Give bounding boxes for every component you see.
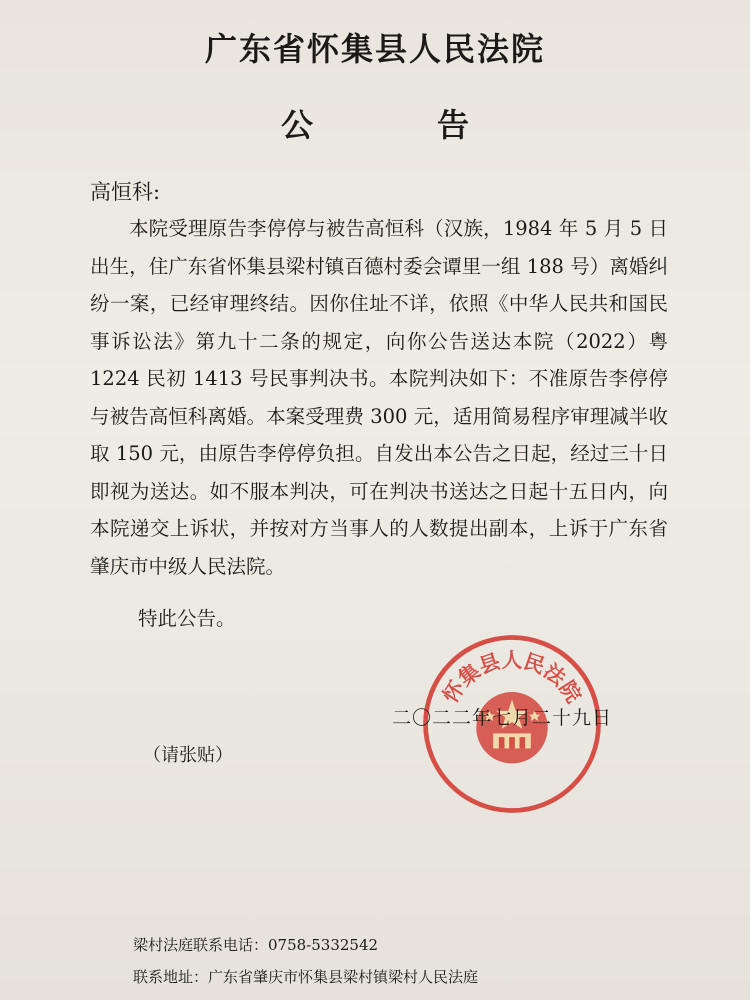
footer-phone: 梁村法庭联系电话：0758-5332542 (133, 936, 379, 954)
notice-body-paragraph: 本院受理原告李停停与被告高恒科（汉族，1984 年 5 月 5 日出生，住广东省怀集县梁村镇百德村委会谭里一组 188 号）离婚纠纷一案，已经审理终结。因你住址不详，依照《中华人民共和国民事诉讼法》第九十二条的规定，向你公告送达本院（2022）粤 1224 民初 1413 号民事判决书。本院判决如下：不准原告李停停与被告高恒科离婚。本案受理费 300 元，适用简易程序审理减半收取 150 元，由原告李停停负担。自发出本公告之日起，经过三十日即视为送达。如不服本判决，可在判决书送达之日起十五日内，向本院递交上诉状，并按对方当事人的人数提出副本，上诉于广东省肇庆市中级人民法院。 (90, 217, 668, 578)
court-name: 广东省怀集县人民法院 (204, 30, 545, 68)
notice-date: 二〇二二年七月二十九日 (392, 707, 613, 729)
seal-text-path: 怀集县人民法院 (438, 648, 586, 708)
posting-note: （请张贴） (143, 745, 233, 766)
addressee: 高恒科: (90, 180, 161, 204)
notice-body (90, 210, 668, 585)
document-type-heading: 公 告 (280, 106, 515, 144)
closing-statement: 特此公告。 (138, 607, 236, 630)
footer-address: 联系地址：广东省肇庆市怀集县梁村镇梁村人民法庭 (133, 968, 479, 986)
